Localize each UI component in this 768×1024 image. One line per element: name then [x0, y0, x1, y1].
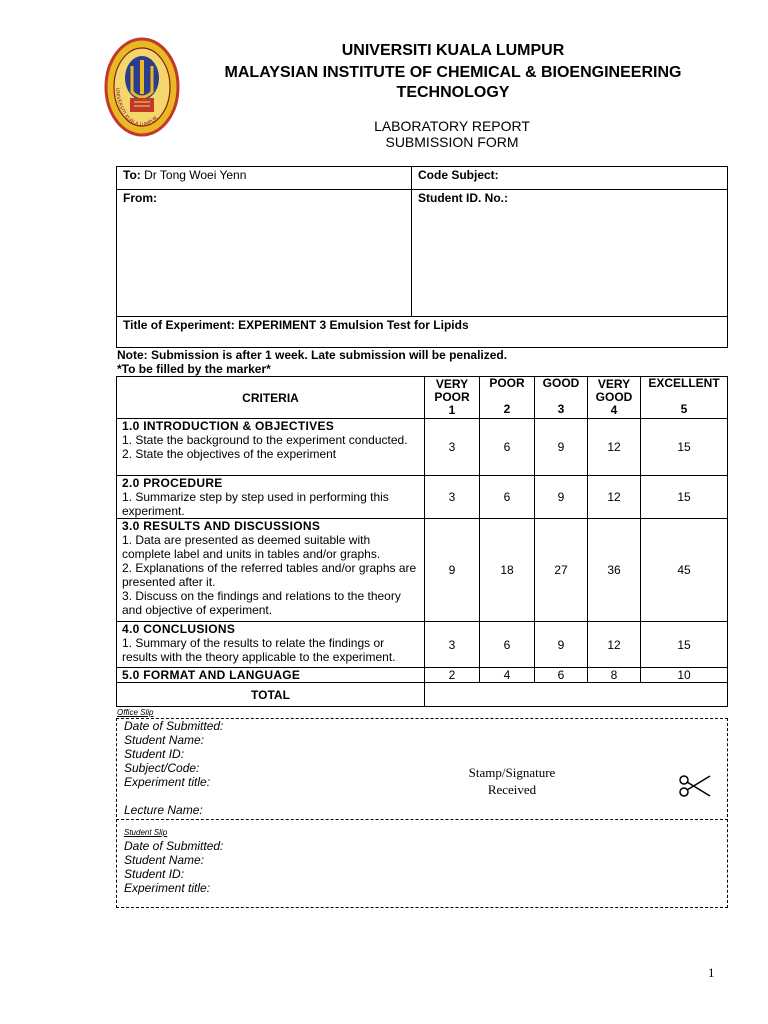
slip-box — [116, 718, 728, 908]
total-row — [117, 683, 728, 707]
good-n: 3 — [557, 402, 565, 416]
criteria-line: 1. Summary of the results to relate the findings or results with the theory applicable to the experiment. — [122, 636, 396, 664]
criteria-desc — [117, 519, 425, 622]
poor-header — [480, 377, 535, 419]
score-cell[interactable]: 8 — [588, 668, 641, 683]
office-student-name[interactable]: Student Name: — [124, 733, 205, 747]
office-experiment-title[interactable]: Experiment title: — [124, 775, 211, 789]
experiment-title-value: EXPERIMENT 3 Emulsion Test for Lipids — [238, 318, 469, 332]
criteria-title: 3.0 RESULTS AND DISCUSSIONS — [122, 519, 321, 533]
criteria-desc — [117, 622, 425, 668]
institute-name-cont: TECHNOLOGY — [396, 84, 510, 101]
very-poor-a: VERY — [435, 377, 469, 391]
criteria-line: 1. Summarize step by step used in performing this experiment. — [122, 490, 389, 518]
student-date-submitted[interactable]: Date of Submitted: — [124, 839, 224, 853]
criteria-title: 5.0 FORMAT AND LANGUAGE — [122, 668, 301, 682]
criteria-title: 4.0 CONCLUSIONS — [122, 622, 236, 636]
score-cell[interactable]: 15 — [641, 622, 728, 668]
student-student-id[interactable]: Student ID: — [124, 867, 185, 881]
form-subtitle: SUBMISSION FORM — [385, 134, 519, 150]
score-cell[interactable]: 27 — [535, 519, 588, 622]
office-student-id[interactable]: Student ID: — [124, 747, 185, 761]
experiment-title-label: Title of Experiment: — [123, 318, 235, 332]
criteria-desc — [117, 476, 425, 519]
very-good-b: GOOD — [595, 390, 633, 404]
criteria-line: 2. State the objectives of the experiment — [122, 447, 337, 461]
criteria-row — [117, 519, 728, 622]
office-subject-code[interactable]: Subject/Code: — [124, 761, 200, 775]
criteria-header-row — [117, 377, 728, 419]
score-cell[interactable]: 15 — [641, 419, 728, 476]
student-slip-label: Student Slip — [124, 828, 168, 837]
slip-divider — [116, 819, 728, 820]
student-id-cell[interactable] — [412, 190, 728, 317]
very-good-header — [588, 377, 641, 419]
very-poor-header — [425, 377, 480, 419]
scissors-icon — [678, 772, 712, 800]
good-a: GOOD — [542, 376, 580, 390]
score-cell[interactable]: 3 — [425, 419, 480, 476]
criteria-row — [117, 419, 728, 476]
student-student-name[interactable]: Student Name: — [124, 853, 205, 867]
criteria-line: 2. Explanations of the referred tables and/or graphs are presented after it. — [122, 561, 417, 589]
student-experiment-title[interactable]: Experiment title: — [124, 881, 211, 895]
score-cell[interactable]: 12 — [588, 419, 641, 476]
score-cell[interactable]: 45 — [641, 519, 728, 622]
score-cell[interactable]: 9 — [425, 519, 480, 622]
very-good-n: 4 — [610, 403, 618, 417]
received-label: Received — [487, 782, 537, 797]
criteria-row — [117, 668, 728, 683]
poor-n: 2 — [503, 402, 511, 416]
total-label: TOTAL — [117, 683, 425, 707]
criteria-line: 1. State the background to the experiment conducted. — [122, 433, 408, 447]
student-id-label: Student ID. No.: — [418, 191, 508, 205]
criteria-line: 3. Discuss on the findings and relations to the theory and objective of experiment. — [122, 589, 401, 617]
to-value[interactable]: Dr Tong Woei Yenn — [144, 168, 247, 182]
institute-name: MALAYSIAN INSTITUTE OF CHEMICAL & BIOENGINEERING — [224, 64, 682, 81]
experiment-title-cell[interactable] — [117, 317, 728, 348]
score-cell[interactable]: 6 — [480, 419, 535, 476]
submission-note: Note: Submission is after 1 week. Late submission will be penalized. — [117, 348, 508, 362]
code-subject-cell[interactable] — [412, 167, 728, 190]
score-cell[interactable]: 10 — [641, 668, 728, 683]
excellent-header — [641, 377, 728, 419]
score-cell[interactable]: 15 — [641, 476, 728, 519]
score-cell[interactable]: 18 — [480, 519, 535, 622]
to-cell — [117, 167, 412, 190]
office-lecture-name[interactable]: Lecture Name: — [124, 803, 203, 817]
score-cell[interactable]: 9 — [535, 419, 588, 476]
from-cell[interactable] — [117, 190, 412, 317]
score-cell[interactable]: 3 — [425, 476, 480, 519]
marker-note: *To be filled by the marker* — [117, 362, 271, 376]
criteria-desc — [117, 419, 425, 476]
score-cell[interactable]: 2 — [425, 668, 480, 683]
university-name: UNIVERSITI KUALA LUMPUR — [341, 42, 565, 59]
score-cell[interactable]: 12 — [588, 622, 641, 668]
criteria-table — [116, 376, 728, 707]
poor-a: POOR — [489, 376, 525, 390]
criteria-title: 1.0 INTRODUCTION & OBJECTIVES — [122, 419, 335, 433]
score-cell[interactable]: 9 — [535, 622, 588, 668]
very-good-a: VERY — [597, 377, 631, 391]
stamp-signature-label: Stamp/Signature — [468, 765, 556, 780]
very-poor-n: 1 — [448, 403, 456, 417]
criteria-row — [117, 622, 728, 668]
score-cell[interactable]: 36 — [588, 519, 641, 622]
score-cell[interactable]: 12 — [588, 476, 641, 519]
form-title: LABORATORY REPORT — [374, 118, 530, 134]
criteria-header: CRITERIA — [117, 377, 425, 419]
score-cell[interactable]: 6 — [535, 668, 588, 683]
svg-text:UNIVERSITI KUALA LUMPUR: UNIVERSITI KUALA LUMPUR — [113, 87, 160, 129]
page-number: 1 — [708, 965, 715, 980]
criteria-desc — [117, 668, 425, 683]
excellent-n: 5 — [680, 402, 688, 416]
office-date-submitted[interactable]: Date of Submitted: — [124, 719, 224, 733]
to-label: To: — [123, 168, 141, 182]
score-cell[interactable]: 6 — [480, 622, 535, 668]
very-poor-b: POOR — [434, 390, 470, 404]
criteria-line: 1. Data are presented as deemed suitable with complete label and units in tables and/or graphs. — [122, 533, 381, 561]
excellent-a: EXCELLENT — [648, 376, 720, 390]
office-slip-label: Office Slip — [117, 708, 154, 717]
score-cell[interactable]: 3 — [425, 622, 480, 668]
info-table — [116, 166, 728, 348]
good-header — [535, 377, 588, 419]
total-cell[interactable] — [425, 683, 728, 707]
score-cell[interactable]: 4 — [480, 668, 535, 683]
score-cell[interactable]: 6 — [480, 476, 535, 519]
code-subject-label: Code Subject: — [418, 168, 499, 182]
score-cell[interactable]: 9 — [535, 476, 588, 519]
from-label: From: — [123, 191, 157, 205]
criteria-row — [117, 476, 728, 519]
criteria-title: 2.0 PROCEDURE — [122, 476, 223, 490]
